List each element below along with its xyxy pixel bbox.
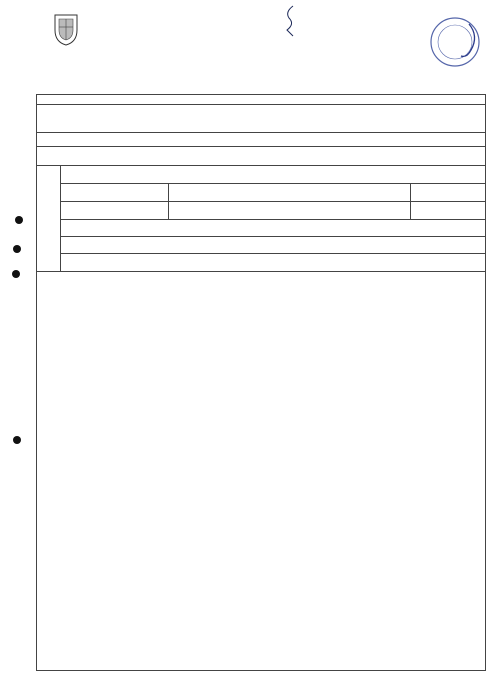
form-border xyxy=(36,94,486,671)
divider xyxy=(60,183,486,184)
binder-hole xyxy=(13,436,21,444)
divider xyxy=(410,183,411,219)
divider xyxy=(36,146,486,147)
divider xyxy=(60,165,61,271)
divider xyxy=(36,132,486,133)
divider xyxy=(168,183,169,219)
divider xyxy=(36,271,486,272)
divider xyxy=(60,201,486,202)
divider xyxy=(36,165,486,166)
divider xyxy=(36,104,486,105)
divider xyxy=(60,219,486,220)
divider xyxy=(60,253,486,254)
binder-hole xyxy=(12,270,20,278)
coat-of-arms xyxy=(52,12,80,46)
binder-hole xyxy=(13,245,21,253)
margin-scribble xyxy=(283,4,297,38)
binder-hole xyxy=(15,216,23,224)
official-stamp xyxy=(425,14,485,72)
divider xyxy=(60,236,486,237)
